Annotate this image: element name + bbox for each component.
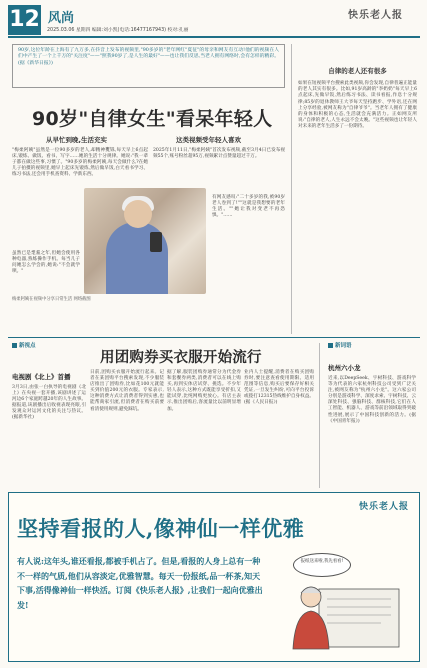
square-icon [12, 343, 17, 348]
header-rule [8, 36, 420, 38]
story2-headline: 用团购券买衣服开始流行 [100, 350, 262, 366]
banner-body: 有人说:这年头,谁还看报,都被手机占了。但是,看报的人身上总有一种不一样的气质,他们从容淡定,优雅智慧。每天一份报纸,品一杯茶,知天下事,活得像神仙一样快活。订阅《快乐老人报》,让我们一起向优雅出发! [17, 556, 263, 610]
subheading-left: 从早忙到晚,生活充实 [46, 136, 107, 144]
story3-title: 杭州六小龙 [328, 364, 361, 372]
banner-title: 坚持看报的人,像神仙一样优雅 [17, 516, 305, 541]
ad-banner [8, 492, 420, 662]
sidebar-title: 自律的老人还有很多 [328, 67, 387, 75]
section-name: 风尚 [48, 11, 75, 26]
sidebar-text: 如果在短视频平台搜索此类视频,你会发现,自律普遍正能量的老人其实有很多。比如,91岁高龄的"李奶奶"每天早上6点起床,先做早饭,然后练习书法、读书看报,作息十分规律;85岁的退休教师王大爷每天坚持跑步、学外语,还在网上分享经验,被网友称为"自律爷爷"。当老年人拥有了健康的身体和积极的心态,生活就会充满活力。正如网友所说:"自律的老人,人生永远不会太晚。"这些视频也让年轻人对未来的老年生活多了一份期待。 [298, 81, 417, 130]
column-separator [319, 343, 320, 488]
story1-column-2: 2025年1月11日,"梅柔阿姨"首次发布视频,截至3月4日已发布视频55个,账号粉丝超95万,视频累计点赞量超过千万。 [153, 148, 285, 160]
speech-bubble: 报纸送来啦,我先看看! [293, 553, 351, 577]
banner-logo: 快乐老人报 [358, 502, 409, 512]
sidebar-column [291, 44, 417, 334]
page-header [0, 0, 427, 42]
intro-text: 90岁,这位年龄在上海有了九万多,在抖音上发布的视频里,"90多岁的"老年网红"夏征"的母亲和网友有互动!他们的视频在人们中产生了一个上千万的"关注度"——"照我90岁了,是人生的最好"——也让我们反思,当老人拥有网络时,会有怎样的精彩。(据《新华日报》) [18, 48, 279, 66]
story3-text: 近来,以DeepSeek、宇树科技、游戏科学等为代表的六家杭州科技公司受到广泛关注,被网友称为"杭州六小龙"。这六家公司分别是游戏科学、深度求索、宇树科技、云深处科技、强脑科技、群核科技,它们在人工智能、机器人、游戏等前沿领域取得突破性进展,展示了中国科技创新的活力。(据《中国青年报》) [328, 376, 416, 424]
story2-column-2: 日前,团购买衣服开始流行起来。记者在某团购平台搜索发现,不少服装店推出了团购券,比如花100元就能买到价值200元的衣服。专家表示,这种消费方式让消费者得到实惠,也能帮商家引流,但消费者在购买前要看清使用规则,避免踩坑。 [90, 370, 164, 412]
photo-caption: 梅柔阿姨在视频中分享日常生活 网络截图 [12, 297, 91, 302]
story2-column-1: 3月3日,由张一白执导的电视剧《北上》在央视一套开播,该剧讲述了运河边6个家庭跨越20年的人生故事。据报道,该剧播出后收视表现亮眼,引发观众对运河文化的关注与热议。(据新华社) [12, 385, 86, 421]
story1-column-1b: 虽然已是耄耋之年,但她会使用各种电器,熟练操作手机。每当儿子问她怎么学会的,她说:"不会就学呗。" [12, 251, 80, 275]
photo-figure-head [124, 200, 152, 228]
label-left-text: 新视点 [19, 343, 36, 349]
label-left [12, 341, 36, 349]
page-number: 12 [8, 5, 41, 35]
story1-column-2b: 有网友感叹:"二十多岁的我,被90岁老人卷到了!""这就是我想要的老年生活。""她让我对变老不再恐惧。"…… [212, 195, 285, 219]
label-right [328, 341, 352, 349]
story2-brief-title: 电视剧《北上》首播 [12, 373, 71, 381]
square-icon [328, 343, 333, 348]
story2-column-3: 据了解,服装团购券通常分为代金券和套餐券两类,消费者可以在线上购买,再到实体店试穿、挑选。不少年轻人表示,这种方式既能享受折扣,又能试穿,比纯网购更放心。有店主表示,推出团购后,客流量比以前明显增加。 [167, 370, 241, 412]
subheading-right: 这类视频受年轻人喜欢 [176, 136, 241, 144]
intro-box [12, 44, 285, 88]
story1-column-1: "梅柔阿姨"虽然是一位90多岁的老人,却精神矍铄,每天早上6点起床,锻炼、做饭、看书、写字……她的生活十分规律。她说:"我一辈子都在做这些事,习惯了。"90多岁的梅柔阿姨,每天会做什么?在她儿子拍摄的视频里,她早上起床先锻炼,然后做早饭,白天看书学习、练习书法,还会用手机查资料、学新东西。 [12, 148, 148, 178]
masthead: 快乐老人报 [348, 10, 403, 21]
story-photo [84, 188, 206, 294]
section-divider [8, 337, 420, 338]
label-right-text: 新词语 [335, 343, 352, 349]
story2-column-4: 业内人士提醒,消费者在购买团购券时,要注意查看使用期限、适用范围等信息,购买后要保存好相关凭证,一旦发生纠纷,可向平台投诉或拨打12315热线维护自身权益。(据《人民日报》) [244, 370, 314, 406]
phone-icon [150, 232, 162, 252]
main-headline: 90岁"自律女生"看呆年轻人 [32, 108, 273, 130]
header-meta: 2025.03.06 星期四 编辑:刘小凯(电话:16477167943) 校对:孔丽 [47, 28, 189, 33]
